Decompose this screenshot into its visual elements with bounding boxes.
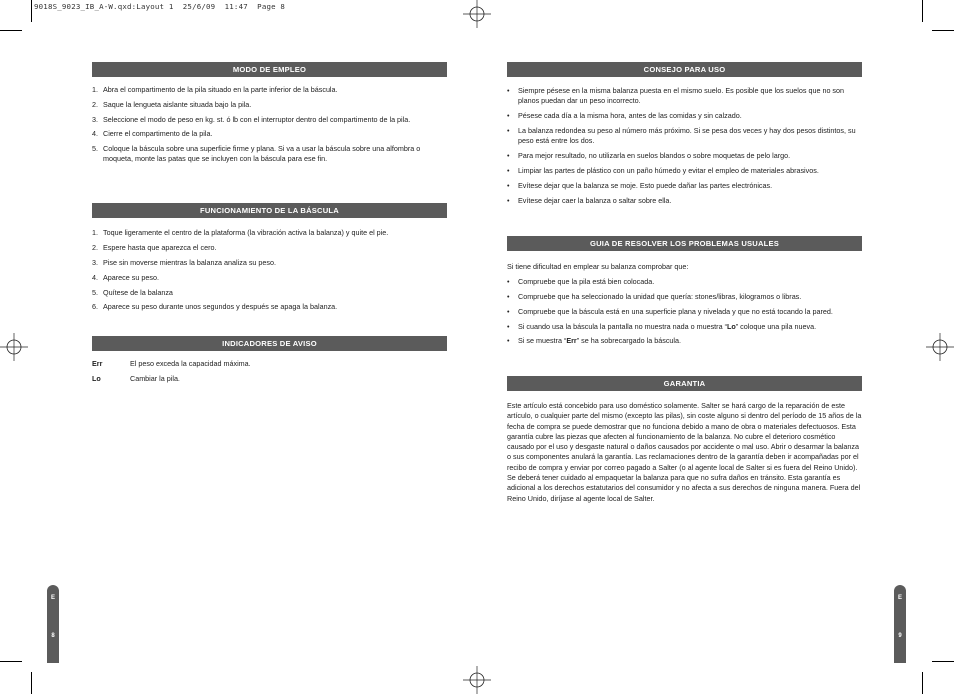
checks-list [507, 277, 862, 347]
list-item: • Si cuando usa la báscula la pantalla no muestra nada o muestra “Lo” coloque una pila nueva. [507, 321, 817, 331]
left-page [92, 62, 447, 383]
list-item: • Compruebe que la báscula está en una superficie plana y nivelada y que no está tocando la pared. [507, 306, 833, 316]
warning-list [92, 359, 447, 384]
section-header: FUNCIONAMIENTO DE LA BÁSCULA [92, 203, 447, 218]
crop-mark [932, 30, 954, 31]
list-item: • La balanza redondea su peso al número más próximo. Si se pesa dos veces y hay dos pesos distintos, su peso está entre los dos. [507, 126, 856, 146]
page-number: 8 [51, 633, 55, 639]
crop-mark [31, 672, 32, 694]
list-item: 5. Quítese de la balanza [92, 287, 173, 297]
language-letter: E [50, 595, 55, 601]
list-item: 2. Saque la lengueta aislante situada bajo la pila. [92, 99, 252, 109]
crop-mark [0, 661, 22, 662]
crop-mark [922, 672, 923, 694]
steps-list [92, 228, 447, 313]
crop-mark [31, 0, 32, 22]
section-indicadores-de-aviso [92, 336, 447, 384]
list-item: 5. Coloque la báscula sobre una superficie firme y plana. Si va a usar la báscula sobre una alfombra o moqueta, monte las patas que se incluyen con la báscula para ese fin. [92, 144, 421, 164]
steps-list [92, 85, 447, 165]
section-header: GARANTIA [507, 376, 862, 391]
section-consejo-para-uso [507, 62, 862, 206]
section-guia-problemas [507, 236, 862, 347]
section-modo-de-empleo [92, 62, 447, 165]
list-item: • Siempre pésese en la misma balanza puesta en el mismo suelo. Es posible que los suelos que no son planos puedan dar un peso incorrecto. [507, 86, 845, 106]
list-item: • Si se muestra “Err” se ha sobrecargado la báscula. [507, 336, 682, 346]
warning-row: Lo Cambiar la pila. [92, 373, 180, 383]
list-item: • Compruebe que la pila está bien colocada. [507, 276, 655, 286]
language-letter: E [897, 595, 902, 601]
crop-mark [932, 661, 954, 662]
list-item: 4. Aparece su peso. [92, 272, 159, 282]
list-item: 1. Abra el compartimento de la pila situado en la parte inferior de la báscula. [92, 85, 338, 94]
warning-code: Lo [92, 373, 101, 383]
list-item: 3. Pise sin moverse mientras la balanza analiza su peso. [92, 257, 276, 267]
right-page [507, 62, 862, 503]
section-header: CONSEJO PARA USO [507, 62, 862, 77]
registration-mark-icon [463, 0, 491, 28]
crop-mark [0, 30, 22, 31]
list-item: 6. Aparece su peso durante unos segundos y después se apaga la balanza. [92, 302, 338, 312]
list-item: • Pésese cada día a la misma hora, antes de las comidas y sin calzado. [507, 111, 742, 121]
crop-mark [922, 0, 923, 22]
list-item: 2. Espere hasta que aparezca el cero. [92, 242, 217, 252]
section-funcionamiento [92, 203, 447, 313]
section-header: GUIA DE RESOLVER LOS PROBLEMAS USUALES [507, 236, 862, 251]
guia-intro: Si tiene dificultad en emplear su balanza comprobar que: [507, 262, 689, 271]
registration-mark-icon [926, 333, 954, 361]
garantia-text: Este artículo está concebido para uso doméstico solamente. Salter se hará cargo de la reparación de este artículo, o cualquier parte del mismo (excepto las pilas), sin coste alguno si dentro del período de 15 años de la fecha de compra se puede demostrar que no funciona debido a mano de obra o materiales defectuosos. Esta garantía cubre las piezas que afecten al funcionamiento de la balanza. No cubre el deterioro cosmético causado por el uso y desgaste natural o daños causados por accidente o mal uso. Abrir o desarmar la balanza o sus componentes anulará la garantía. Las reclamaciones dentro de la garantía deben ir acompañadas por el recibo de compra y enviar por correo pagado a Salter (o al agente local de Salter si es fuera del Reino Unido). Se deberá tener cuidado al empaquetar la balanza para que no sufra daños en tránsito. Esta garantía es adicional a los derechos estatutarios del consumidor y no afecta a sus derechos de ninguna manera. Fuera del Reino Unido, diríjase al agente local de Salter. [507, 401, 862, 503]
print-slug: 9018S_9023_IB_A-W.qxd:Layout 1 25/6/09 11:47 Page 8 [34, 2, 286, 11]
page-number: 9 [898, 633, 902, 639]
list-item: 1. Toque ligeramente el centro de la plataforma (la vibración activa la balanza) y quite el pie. [92, 228, 389, 237]
section-header: MODO DE EMPLEO [92, 62, 447, 77]
list-item: • Limpiar las partes de plástico con un paño húmedo y evitar el empleo de materiales abrasivos. [507, 166, 819, 176]
list-item: • Evítese dejar caer la balanza o saltar sobre ella. [507, 195, 672, 205]
warning-code: Err [92, 359, 103, 368]
registration-mark-icon [0, 333, 28, 361]
list-item: 4. Cierre el compartimento de la pila. [92, 129, 213, 139]
list-item: • Evítese dejar que la balanza se moje. Esto puede dañar las partes electrónicas. [507, 181, 773, 191]
page-tab-right [894, 585, 906, 663]
list-item: • Para mejor resultado, no utilizarla en suelos blandos o sobre moquetas de pelo largo. [507, 151, 791, 161]
page-tab-left [47, 585, 59, 663]
list-item: 3. Seleccione el modo de peso en kg. st. ó lb con el interruptor dentro del compartimento de la pila. [92, 114, 411, 124]
tips-list [507, 86, 862, 206]
warning-row: Err El peso exceda la capacidad máxima. [92, 359, 251, 368]
section-header: INDICADORES DE AVISO [92, 336, 447, 351]
registration-mark-icon [463, 666, 491, 694]
list-item: • Compruebe que ha seleccionado la unidad que quería: stones/libras, kilogramos o libras. [507, 291, 802, 301]
section-garantia [507, 376, 862, 504]
